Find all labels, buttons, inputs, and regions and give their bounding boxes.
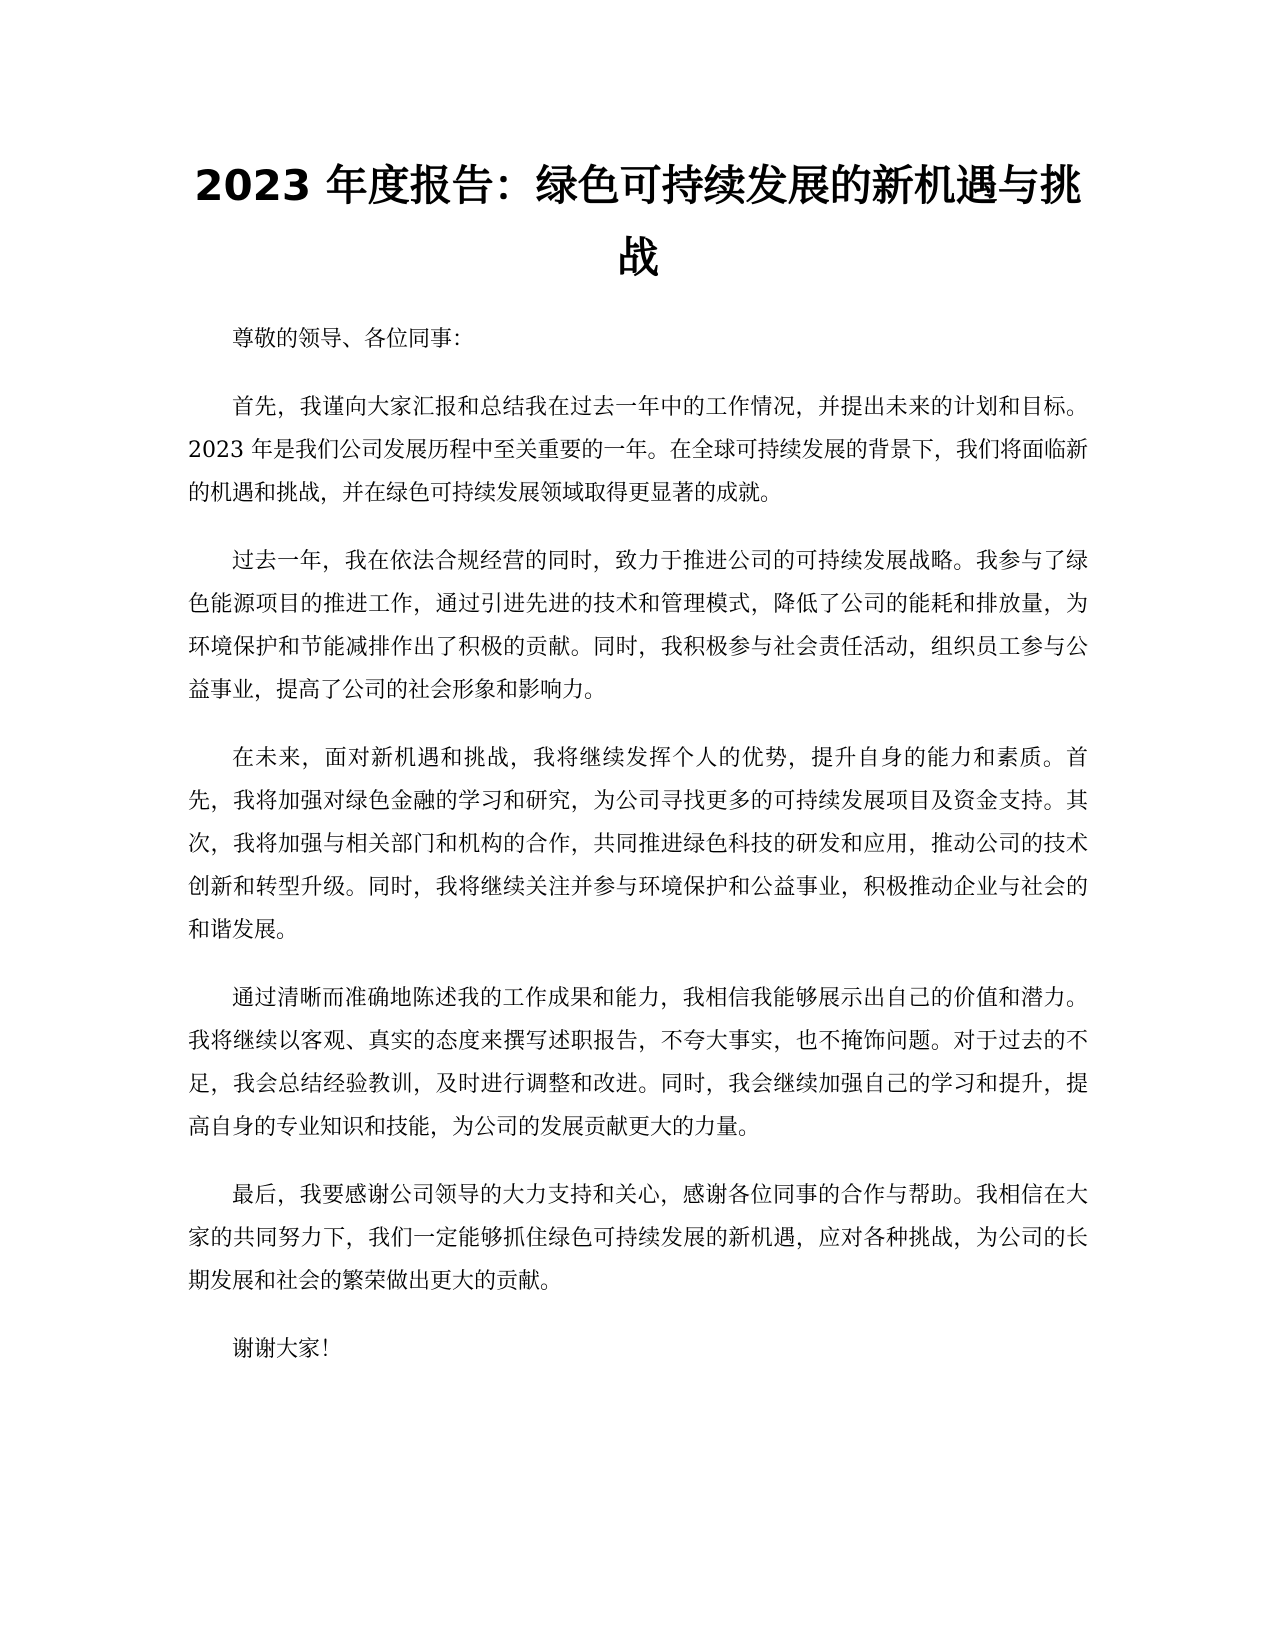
paragraph-intro: 首先，我谨向大家汇报和总结我在过去一年中的工作情况，并提出未来的计划和目标。2023 年是我们公司发展历程中至关重要的一年。在全球可持续发展的背景下，我们将面临新的机遇和挑战，并在绿色可持续发展领域取得更显著的成就。 <box>188 395 1088 506</box>
document-page <box>188 150 1088 1396</box>
paragraph-thanks: 最后，我要感谢公司领导的大力支持和关心，感谢各位同事的合作与帮助。我相信在大家的共同努力下，我们一定能够抓住绿色可持续发展的新机遇，应对各种挑战，为公司的长期发展和社会的繁荣做出更大的贡献。 <box>188 1183 1088 1294</box>
paragraph-past-year: 过去一年，我在依法合规经营的同时，致力于推进公司的可持续发展战略。我参与了绿色能源项目的推进工作，通过引进先进的技术和管理模式，降低了公司的能耗和排放量，为环境保护和节能减排作出了积极的贡献。同时，我积极参与社会责任活动，组织员工参与公益事业，提高了公司的社会形象和影响力。 <box>188 549 1088 703</box>
paragraph-future: 在未来，面对新机遇和挑战，我将继续发挥个人的优势，提升自身的能力和素质。首先，我将加强对绿色金融的学习和研究，为公司寻找更多的可持续发展项目及资金支持。其次，我将加强与相关部门和机构的合作，共同推进绿色科技的研发和应用，推动公司的技术创新和转型升级。同时，我将继续关注并参与环境保护和公益事业，积极推动企业与社会的和谐发展。 <box>188 746 1088 943</box>
salutation: 尊敬的领导、各位同事： <box>232 327 475 352</box>
document-title: 2023 年度报告：绿色可持续发展的新机遇与挑战 <box>194 161 1082 282</box>
paragraph-self-assessment: 通过清晰而准确地陈述我的工作成果和能力，我相信我能够展示出自己的价值和潜力。我将继续以客观、真实的态度来撰写述职报告，不夸大事实，也不掩饰问题。对于过去的不足，我会总结经验教训，及时进行调整和改进。同时，我会继续加强自己的学习和提升，提高自身的专业知识和技能，为公司的发展贡献更大的力量。 <box>188 986 1088 1140</box>
closing: 谢谢大家！ <box>232 1337 343 1362</box>
